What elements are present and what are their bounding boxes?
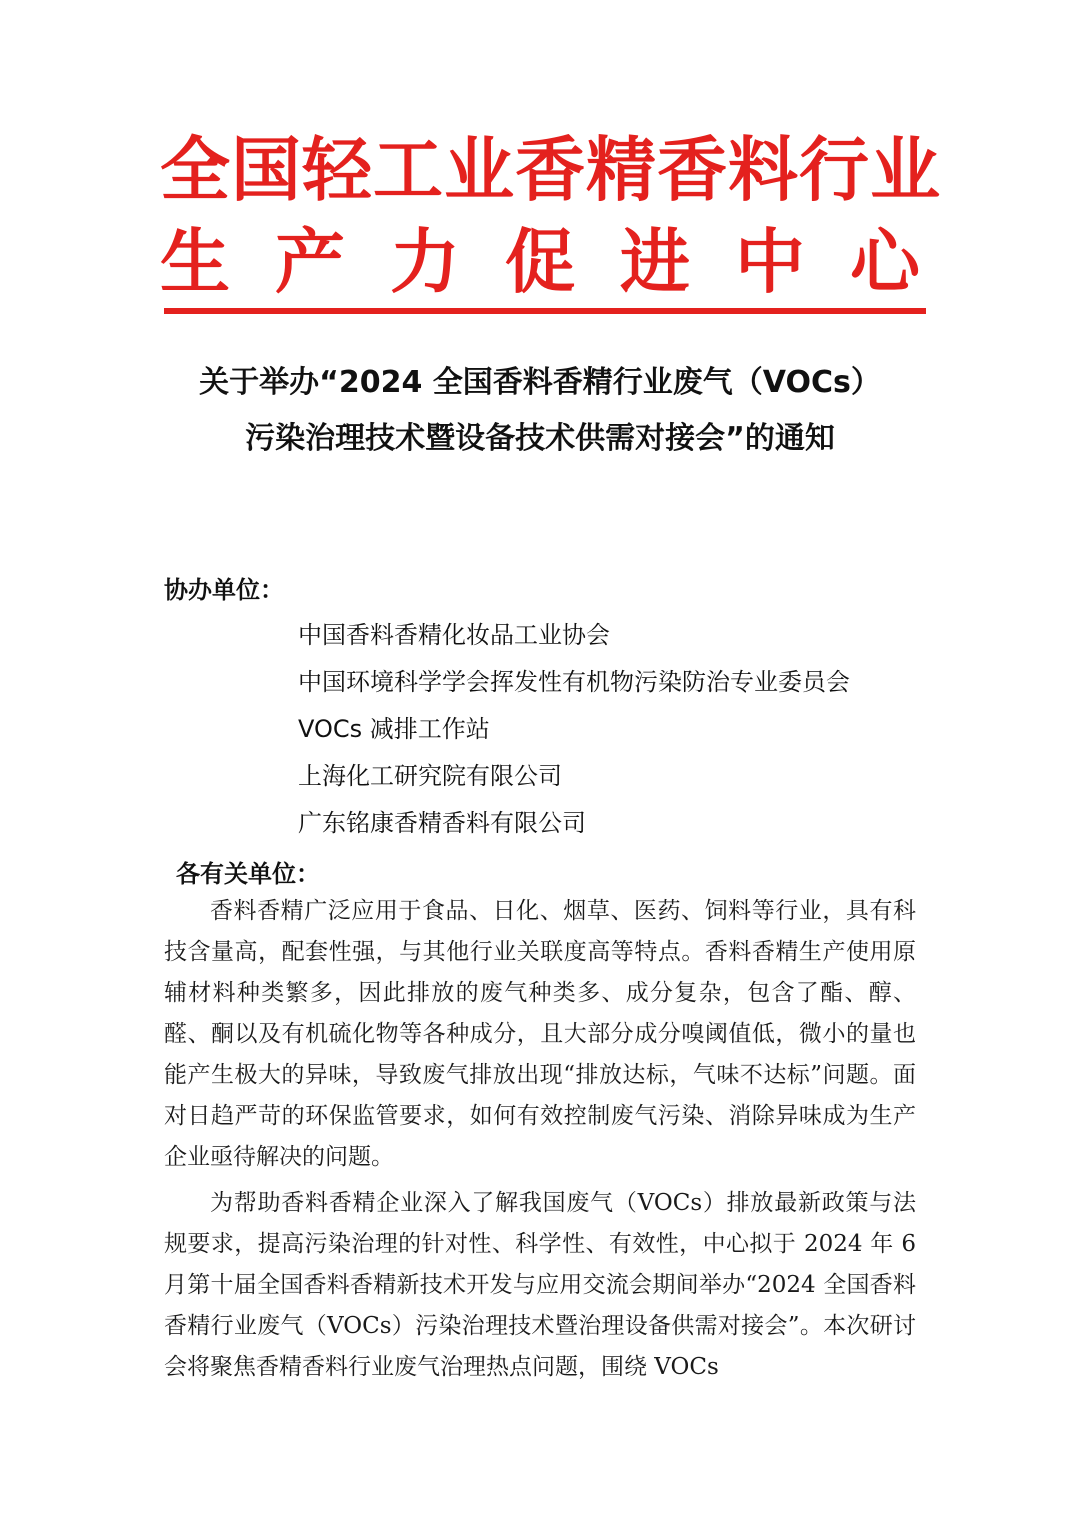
co-organizers-list <box>298 612 850 847</box>
salutation: 各有关单位： <box>176 860 320 888</box>
paragraph-1: 香料香精广泛应用于食品、日化、烟草、医药、饲料等行业，具有科技含量高，配套性强，与其他行业关联度高等特点。香料香精生产使用原辅材料种类繁多，因此排放的废气种类多、成分复杂，包含了酯、醇、醛、酮以及有机硫化物等各种成分，且大部分成分嗅阈值低，微小的量也能产生极大的异味，导致废气排放出现“排放达标，气味不达标”问题。面对日趋严苛的环保监管要求，如何有效控制废气污染、消除异味成为生产企业亟待解决的问题。 <box>164 898 916 1170</box>
list-item: 上海化工研究院有限公司 <box>298 762 562 790</box>
list-item: 中国香料香精化妆品工业协会 <box>298 621 610 649</box>
letterhead-char: 心 <box>850 221 920 303</box>
letterhead-char: 进 <box>620 221 690 303</box>
letterhead-char: 促 <box>505 221 575 303</box>
letterhead-char: 产 <box>275 221 345 303</box>
notice-title-line-2: 污染治理技术暨设备技术供需对接会”的通知 <box>245 421 835 456</box>
notice-title-line-1: 关于举办“2024 全国香料香精行业废气（VOCs） <box>199 365 881 400</box>
letterhead-char: 生 <box>160 221 230 303</box>
list-item: 中国环境科学学会挥发性有机物污染防治专业委员会 <box>298 668 850 696</box>
list-item: 广东铭康香精香料有限公司 <box>298 809 586 837</box>
letterhead-line-2 <box>160 220 920 304</box>
letterhead-char: 中 <box>735 221 805 303</box>
co-organizers-label: 协办单位： <box>164 576 284 604</box>
letterhead <box>160 128 941 304</box>
letterhead-line-1: 全国轻工业香精香料行业 <box>160 129 941 211</box>
letterhead-divider <box>164 308 926 314</box>
letterhead-char: 力 <box>390 221 460 303</box>
notice-title <box>160 355 920 467</box>
list-item: VOCs 减排工作站 <box>298 715 490 743</box>
paragraph-2: 为帮助香料香精企业深入了解我国废气（VOCs）排放最新政策与法规要求，提高污染治理的针对性、科学性、有效性，中心拟于 2024 年 6 月第十届全国香料香精新技术开发与应用交流会期间举办“2024 全国香料香精行业废气（VOCs）污染治理技术暨治理设备供需对接会”。本次研讨会将聚焦香精香料行业废气治理热点问题，围绕 VOCs <box>164 1190 916 1380</box>
